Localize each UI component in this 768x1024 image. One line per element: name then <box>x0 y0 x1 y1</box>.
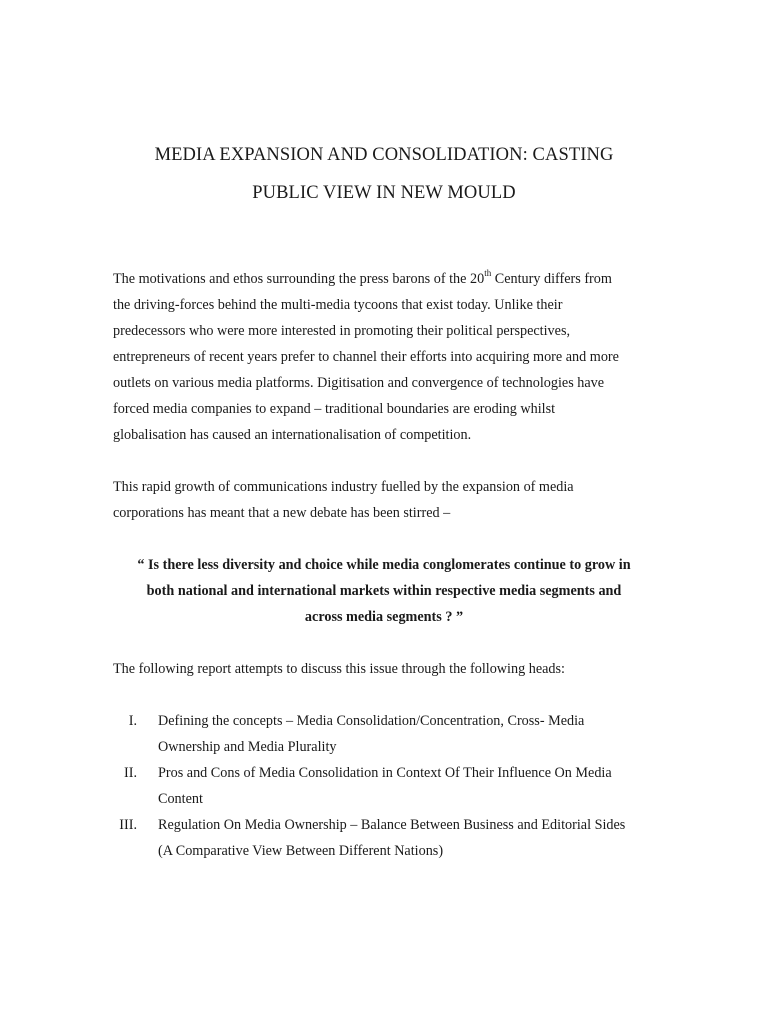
quote-line-3: across media segments ? ” <box>304 609 464 625</box>
debate-line-1: This rapid growth of communications industry fuelled by the expansion of media <box>113 479 574 495</box>
quote-line-1: “ Is there less diversity and choice while media conglomerates continue to grow in <box>137 557 631 573</box>
debate-paragraph <box>113 474 658 526</box>
list-item-text-line-2: Ownership and Media Plurality <box>158 739 337 755</box>
report-intro-paragraph: The following report attempts to discuss this issue through the following heads: <box>113 661 565 677</box>
intro-line-4: entrepreneurs of recent years prefer to channel their efforts into acquiring more and more <box>113 349 619 365</box>
intro-line-3: predecessors who were more interested in promoting their political perspectives, <box>113 323 571 339</box>
intro-line-6: forced media companies to expand – traditional boundaries are eroding whilst <box>113 401 556 417</box>
debate-line-2: corporations has meant that a new debate has been stirred – <box>113 505 451 521</box>
document-title-line-2: PUBLIC VIEW IN NEW MOULD <box>252 183 516 203</box>
list-item-number: I. <box>128 713 137 729</box>
intro-line-1-text: The motivations and ethos surrounding the press barons of the 20 <box>113 271 485 287</box>
list-item-text-line-2: (A Comparative View Between Different Nations) <box>158 843 444 859</box>
intro-paragraph <box>113 266 658 448</box>
key-question-quote <box>100 552 668 630</box>
list-item-text-line-2: Content <box>158 791 203 807</box>
list-item <box>100 812 680 864</box>
list-item-text-line-1: Regulation On Media Ownership – Balance Between Business and Editorial Sides <box>158 817 626 833</box>
list-item-number: III. <box>119 817 137 833</box>
intro-line-5: outlets on various media platforms. Digitisation and convergence of technologies have <box>113 375 605 391</box>
document-title-line-1: MEDIA EXPANSION AND CONSOLIDATION: CASTING <box>154 145 614 165</box>
list-item <box>100 760 680 812</box>
intro-line-2: the driving-forces behind the multi-media tycoons that exist today. Unlike their <box>113 297 563 313</box>
ordinal-superscript: th <box>484 268 492 279</box>
quote-line-2: both national and international markets within respective media segments and <box>146 583 622 599</box>
report-heads-list <box>100 708 680 864</box>
list-item-number: II. <box>124 765 137 781</box>
list-item-text-line-1: Pros and Cons of Media Consolidation in Context Of Their Influence On Media <box>158 765 612 781</box>
intro-line-1 <box>113 266 658 292</box>
intro-line-7: globalisation has caused an internationalisation of competition. <box>113 427 472 443</box>
intro-line-1-tail: Century differs from <box>491 271 612 287</box>
list-item <box>100 708 680 760</box>
list-item-text-line-1: Defining the concepts – Media Consolidation/Concentration, Cross- Media <box>158 713 585 729</box>
